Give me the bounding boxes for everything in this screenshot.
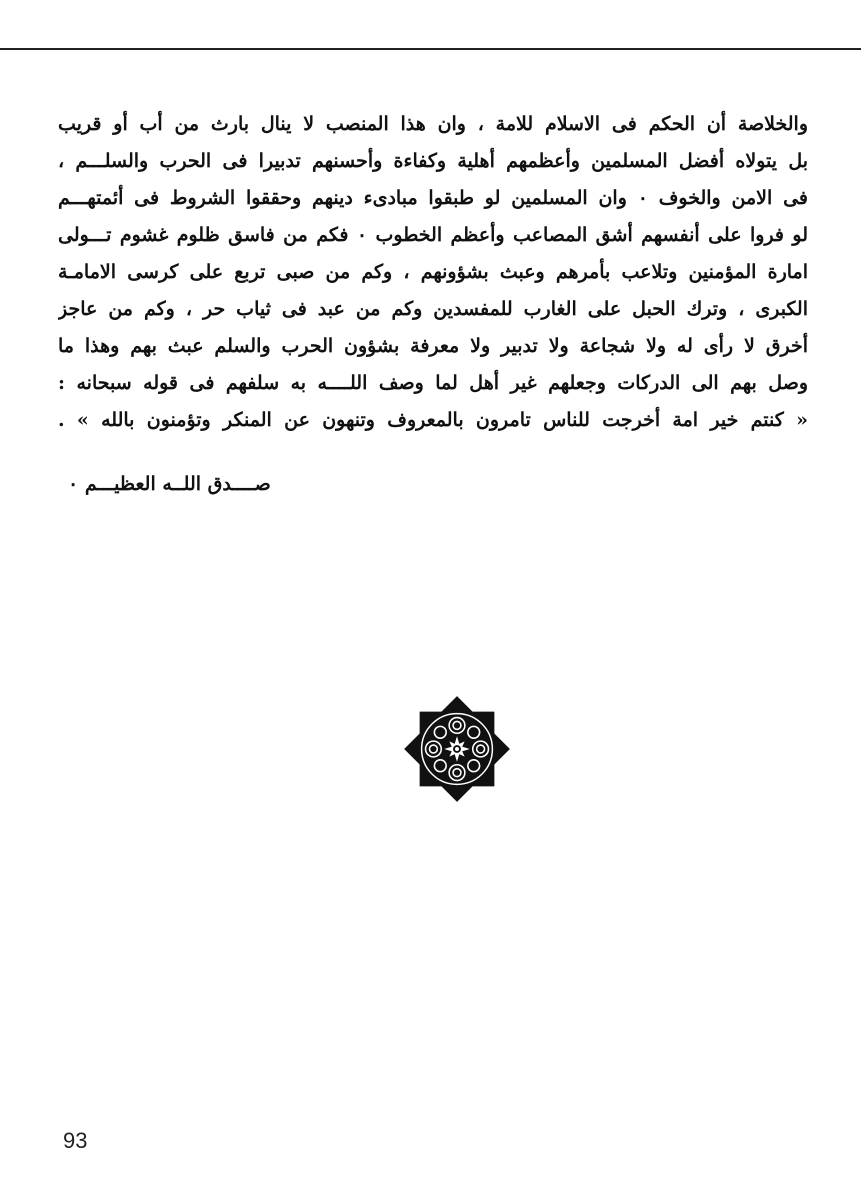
header-rule	[0, 48, 861, 50]
quran-quote-line: « كنتم خير امة أخرجت للناس تامرون بالمعروف وتنهون عن المنكر وتؤمنون بالله » .	[58, 409, 808, 431]
ornament-icon	[398, 690, 516, 808]
text-line-1: والخلاصة أن الحكم فى الاسلام للامة ، وان هذا المنصب لا ينال بارث من أب أو قريب	[58, 113, 808, 135]
closing-phrase: صــــدق اللــه العظيـــم ٠	[68, 473, 271, 495]
page-number: 93	[63, 1128, 88, 1153]
text-line-3: فى الامن والخوف ٠ وان المسلمين لو طبقوا مبادىء دينهم وحققوا الشروط فى أئمتهـــم	[58, 187, 808, 209]
text-line-5: امارة المؤمنين وتلاعب بأمرهم وعبث بشؤونهم ، وكم من صبى تربع على كرسى الامامـة	[58, 261, 808, 283]
text-line-4: لو فروا على أنفسهم أشق المصاعب وأعظم الخطوب ٠ فكم من فاسق ظلوم غشوم تـــولى	[58, 224, 808, 246]
text-line-6: الكبرى ، وترك الحبل على الغارب للمفسدين وكم من عبد فى ثياب حر ، وكم من عاجز	[58, 298, 808, 320]
body-paragraph	[58, 106, 808, 439]
text-line-8: وصل بهم الى الدركات وجعلهم غير أهل لما وصف اللــــه به سلفهم فى قوله سبحانه :	[58, 372, 808, 394]
text-line-7: أخرق لا رأى له ولا شجاعة ولا تدبير ولا معرفة بشؤون الحرب والسلم عبث بهم وهذا ما	[58, 335, 808, 357]
text-line-2: بل يتولاه أفضل المسلمين وأعظمهم أهلية وكفاءة وأحسنهم تدبيرا فى الحرب والسلـــم ،	[58, 150, 808, 172]
